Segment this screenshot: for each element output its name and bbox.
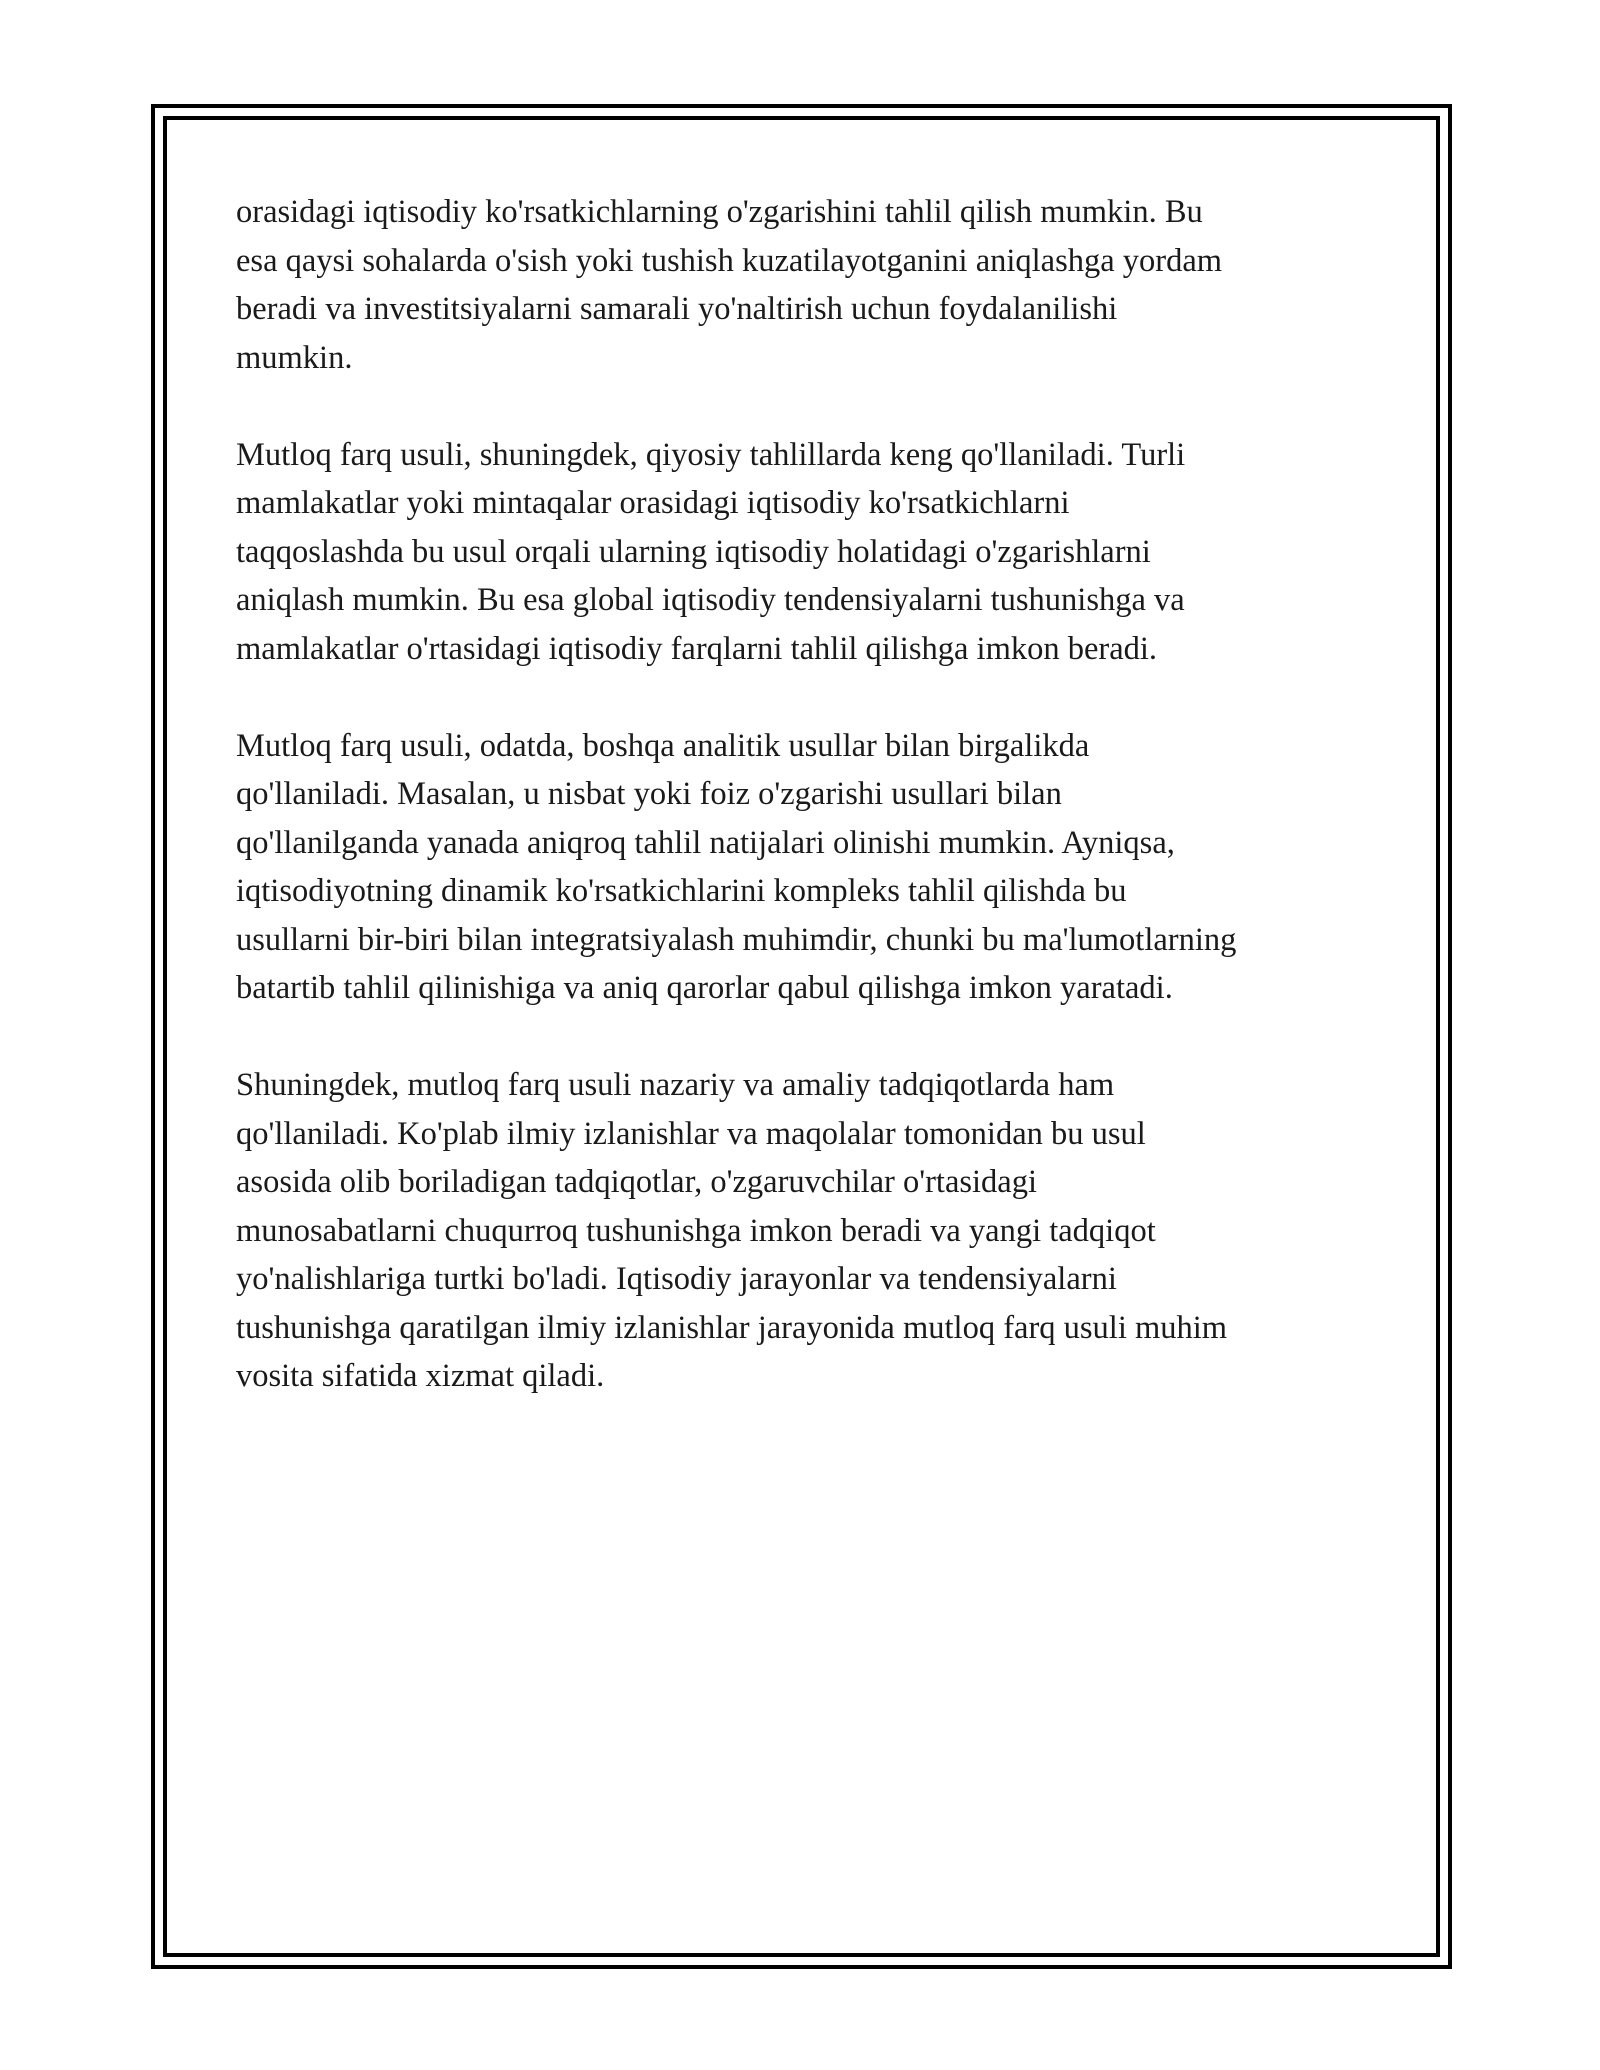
paragraph-1: orasidagi iqtisodiy ko'rsatkichlarning o'zgarishini tahlil qilish mumkin. Bu esa qaysi sohalarda o'sish yoki tushish kuzatilayotganini aniqlashga yordam beradi va investitsiyalarni samarali yo'naltirish uchun foydalanilishi mumkin.: [236, 194, 1223, 376]
document-body: [236, 188, 1381, 1449]
paragraph-4: Shuningdek, mutloq farq usuli nazariy va amaliy tadqiqotlarda ham qo'llaniladi. Ko'plab ilmiy izlanishlar va maqolalar tomonidan bu usul asosida olib boriladigan tadqiqotlar, o'zgaruvchilar o'rtasidagi munosabatlarni chuqurroq tushunishga imkon beradi va yangi tadqiqot yo'nalishlariga turtki bo'ladi. Iqtisodiy jarayonlar va tendensiyalarni tushunishga qaratilgan ilmiy izlanishlar jarayonida mutloq farq usuli muhim vosita sifatida xizmat qiladi.: [236, 1067, 1228, 1394]
paragraph-3: Mutloq farq usuli, odatda, boshqa analitik usullar bilan birgalikda qo'llaniladi. Masalan, u nisbat yoki foiz o'zgarishi usullari bilan qo'llanilganda yanada aniqroq tahlil natijalari olinishi mumkin. Ayniqsa, iqtisodiyotning dinamik ko'rsatkichlarini kompleks tahlil qilishda bu usullarni bir-biri bilan integratsiyalash muhimdir, chunki bu ma'lumotlarning batartib tahlil qilinishiga va aniq qarorlar qabul qilishga imkon yaratadi.: [236, 727, 1237, 1006]
paragraph-2: Mutloq farq usuli, shuningdek, qiyosiy tahlillarda keng qo'llaniladi. Turli mamlakatlar yoki mintaqalar orasidagi iqtisodiy ko'rsatkichlarni taqqoslashda bu usul orqali ularning iqtisodiy holatidagi o'zgarishlarni aniqlash mumkin. Bu esa global iqtisodiy tendensiyalarni tushunishga va mamlakatlar o'rtasidagi iqtisodiy farqlarni tahlil qilishga imkon beradi.: [236, 436, 1186, 667]
